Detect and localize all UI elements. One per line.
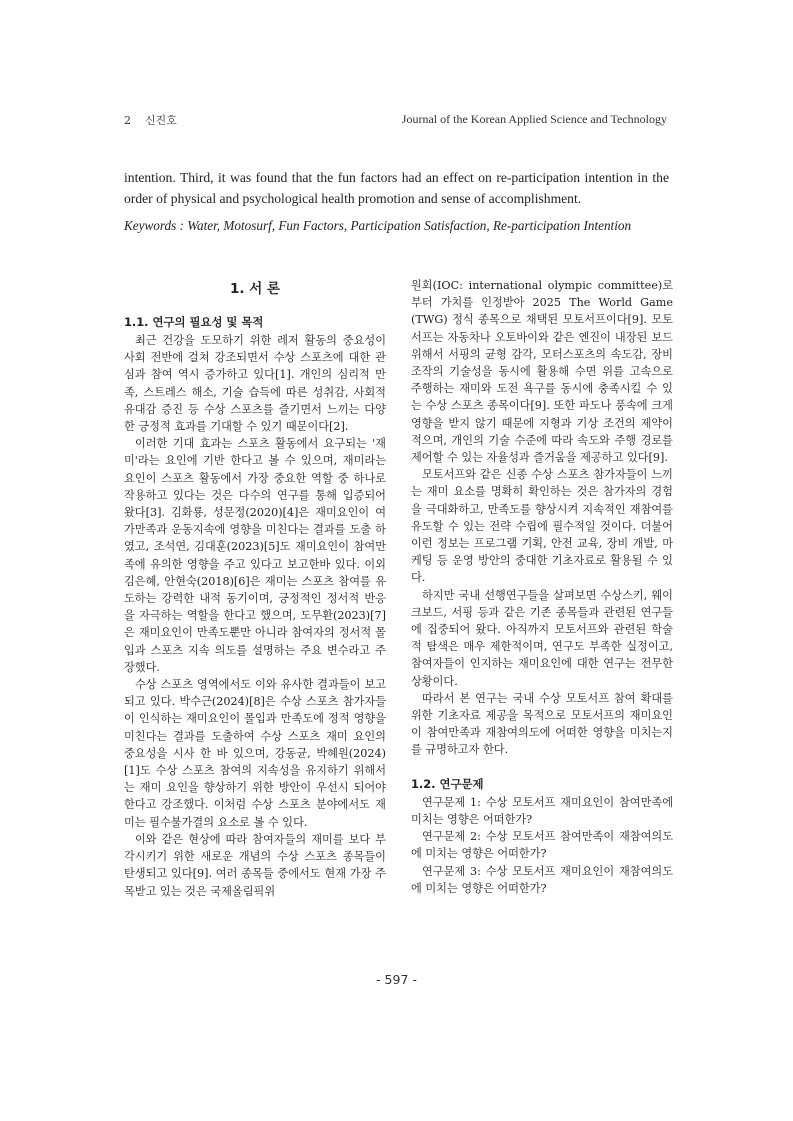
section-title: 1. 서 론 — [229, 281, 280, 297]
abstract-tail: intention. Third, it was found that the fun factors had an effect on re-participation intention in the order of physical and psychological health promotion and sense of accomplishment. — [124, 170, 669, 206]
body-paragraph: 이러한 기대 효과는 스포츠 활동에서 요구되는 '재미'라는 요인에 기반 한다고 볼 수 있으며, 재미라는 요인이 스포츠 활동에서 가장 중요한 역할 중 하나로 작용하고 있다는 것은 다수의 연구를 통해 입증되어 왔다[3]. 김화룡, 성문정(2020)[4]은 재미요인이 여가만족과 운동지속에 영향을 미친다는 결과를 도출 하였고, 조석연, 김대훈(2023)[5]도 재미요인이 참여만족에 유의한 영향을 주고 있다고 보고한바 있다. 이외 김은혜, 안현숙(2018)[6]은 재미는 스포츠 참여를 유도하는 강력한 내적 동기이며, 긍정적인 정서적 반응을 자극하는 역할을 한다고 했으며, 도무환(2023)[7]은 재미요인이 만족도뿐만 아니라 참여자의 정서적 몰입과 스포츠 지속 의도를 설명하는 주요 변수라고 주장했다. — [124, 437, 386, 674]
right-column — [411, 277, 673, 897]
body-paragraph: 원회(IOC: international olympic committee)로부터 가치를 인정받아 2025 The World Game (TWG) 정식 종목으로 채택된 모토서프이다[9]. 모토서프는 자동차나 오토바이와 같은 엔진이 내장된 보드 위해서 서핑의 균형 감각, 모터스포츠의 속도감, 장비 조작의 기술성을 동시에 활용해 수면 위를 고속으로 주행하는 재미와 도전 욕구를 동시에 충족시킬 수 있는 수상 스포츠 종목이다[9]. 또한 파도나 풍속에 크게 영향을 받지 않기 때문에 지형과 기상 조건의 제약이 적으며, 개인의 기술 수준에 따라 속도와 주행 경로를 제어할 수 있는 자율성과 즐거움을 제공하고 있다[9]. — [411, 279, 673, 465]
keywords: Keywords : Water, Motosurf, Fun Factors, Participation Satisfaction, Re-participation Intention — [124, 218, 632, 233]
subsection-title-1-2: 1.2. 연구문제 — [411, 776, 484, 791]
research-question: 연구문제 3: 수상 모토서프 재미요인이 재참여의도에 미치는 영향은 어떠한가? — [411, 864, 673, 895]
body-paragraph: 모토서프와 같은 신종 수상 스포츠 참가자들이 느끼는 재미 요소를 명확히 확인하는 것은 참가자의 경험을 극대화하고, 만족도를 향상시켜 지속적인 재참여를 유도할 수 있는 전략 수립에 필수적일 것이다. 더불어 이런 정보는 프로그램 기획, 안전 교육, 장비 개발, 마케팅 등 운영 방안의 중대한 기초자료로 활용될 수 있다. — [411, 468, 673, 585]
body-paragraph: 하지만 국내 선행연구들을 살펴보면 수상스키, 웨이크보드, 서핑 등과 같은 기존 종목들과 관련된 연구들에 집중되어 왔다. 아직까지 모토서프와 관련된 학술적 탐색은 매우 제한적이며, 연구도 부족한 실정이고, 참여자들이 인지하는 재미요인에 대한 연구는 전무한 상황이다. — [411, 588, 673, 688]
subsection-title-1-1: 1.1. 연구의 필요성 및 목적 — [124, 315, 264, 329]
body-paragraph: 따라서 본 연구는 국내 수상 모토서프 참여 확대를 위한 기초자료 제공을 목적으로 모토서프의 재미요인이 참여만족과 재참여의도에 어떠한 영향을 미치는지를 규명하고자 한다. — [411, 691, 673, 757]
running-header-journal: Journal of the Korean Applied Science and Technology — [401, 112, 667, 126]
page-number: - 597 - — [376, 972, 417, 987]
research-question: 연구문제 1: 수상 모토서프 재미요인이 참여만족에 미치는 영향은 어떠한가? — [411, 795, 673, 826]
body-paragraph: 최근 건강을 도모하기 위한 레저 활동의 중요성이 사회 전반에 걸쳐 강조되면서 수상 스포츠에 대한 관심과 참여 역시 증가하고 있다[1]. 개인의 심리적 만족, 스트레스 해소, 기술 습득에 따른 성취감, 사회적 유대감 증진 등 수상 스포츠를 즐기면서 느끼는 다양한 긍정적 효과를 기대할 수 있기 때문이다[2]. — [124, 334, 386, 434]
left-column — [124, 277, 386, 900]
research-question: 연구문제 2: 수상 모토서프 참여만족이 재참여의도에 미치는 영향은 어떠한가? — [411, 830, 673, 861]
header-author: 신진호 — [145, 114, 177, 127]
running-header-left — [124, 112, 177, 128]
body-paragraph: 수상 스포츠 영역에서도 이와 유사한 결과들이 보고되고 있다. 박수근(2024)[8]은 수상 스포츠 참가자들이 인식하는 재미요인이 몰입과 만족도에 정적 영향을 미친다는 결과를 도출하여 수상 스포츠 재미 요인의 중요성을 시사 한 바 있으며, 강동균, 박혜원(2024)[1]도 수상 스포츠 참여의 지속성을 유지하기 위해서는 재미 요인을 향상하기 위한 방안이 우선시 되어야 한다고 강조했다. 이처럼 수상 스포츠 분야에서도 재미는 필수불가결의 요소로 볼 수 있다. — [124, 678, 386, 829]
body-paragraph: 이와 같은 현상에 따라 참여자들의 재미를 보다 부각시키기 위한 새로운 개념의 수상 스포츠 종목들이 탄생되고 있다[9]. 여러 종목들 중에서도 현재 가장 주목받고 있는 것은 국제올림픽위 — [124, 832, 386, 898]
spacer — [411, 759, 673, 776]
header-page-number: 2 — [124, 114, 131, 127]
